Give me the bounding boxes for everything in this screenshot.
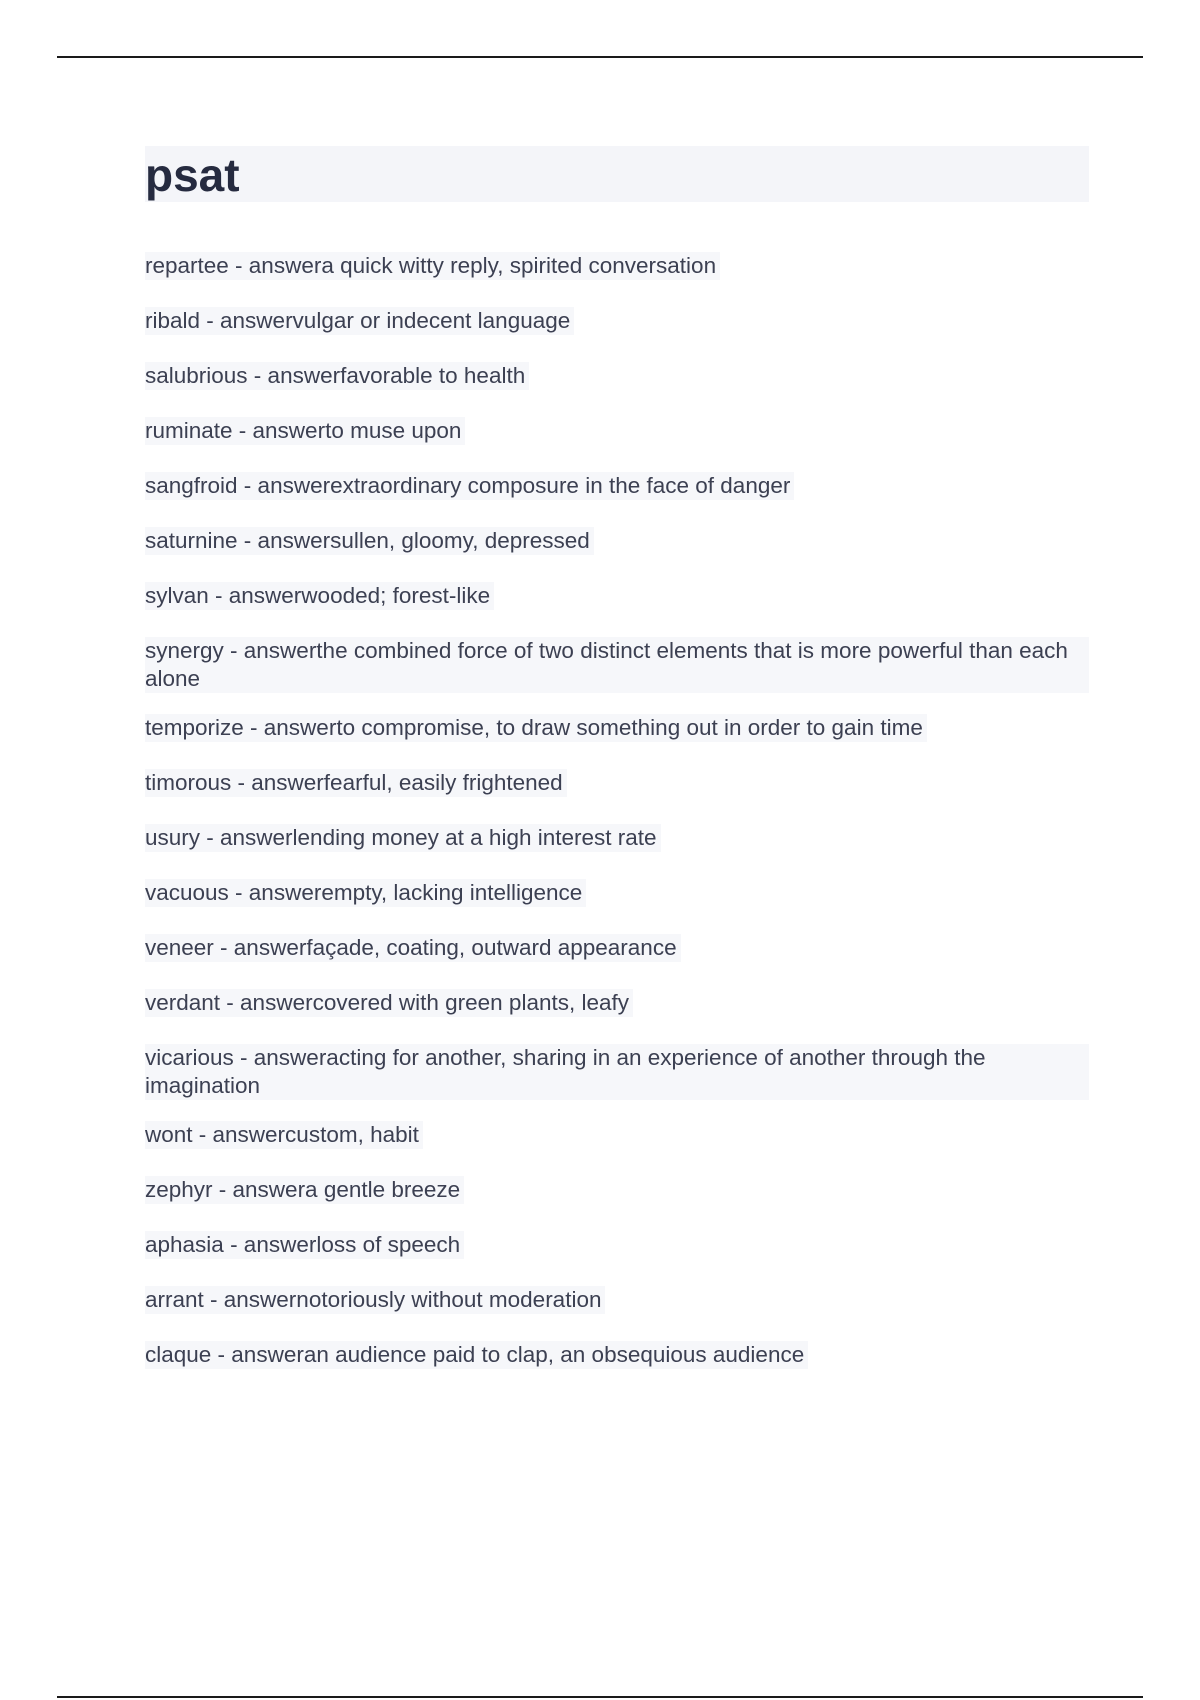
entry-list — [145, 252, 1089, 1369]
list-item: arrant - answernotoriously without moderation — [145, 1286, 605, 1314]
top-rule — [57, 56, 1143, 58]
list-item: temporize - answerto compromise, to draw something out in order to gain time — [145, 714, 927, 742]
list-item: sylvan - answerwooded; forest-like — [145, 582, 494, 610]
list-item: synergy - answerthe combined force of two distinct elements that is more powerful than each alone — [145, 637, 1089, 693]
list-item: usury - answerlending money at a high interest rate — [145, 824, 661, 852]
list-item: timorous - answerfearful, easily frightened — [145, 769, 567, 797]
page-title: psat — [145, 149, 240, 201]
list-item: salubrious - answerfavorable to health — [145, 362, 529, 390]
list-item: vicarious - answeracting for another, sharing in an experience of another through the imagination — [145, 1044, 1089, 1100]
list-item: ribald - answervulgar or indecent language — [145, 307, 574, 335]
list-item: vacuous - answerempty, lacking intelligence — [145, 879, 586, 907]
list-item: repartee - answera quick witty reply, spirited conversation — [145, 252, 720, 280]
list-item: veneer - answerfaçade, coating, outward appearance — [145, 934, 681, 962]
list-item: zephyr - answera gentle breeze — [145, 1176, 464, 1204]
list-item: verdant - answercovered with green plants, leafy — [145, 989, 633, 1017]
list-item: aphasia - answerloss of speech — [145, 1231, 464, 1259]
list-item: wont - answercustom, habit — [145, 1121, 423, 1149]
bottom-rule — [57, 1696, 1143, 1698]
list-item: sangfroid - answerextraordinary composure in the face of danger — [145, 472, 794, 500]
title-box — [145, 146, 1089, 202]
list-item: claque - answeran audience paid to clap, an obsequious audience — [145, 1341, 808, 1369]
list-item: ruminate - answerto muse upon — [145, 417, 465, 445]
page-content — [145, 146, 1089, 1396]
list-item: saturnine - answersullen, gloomy, depressed — [145, 527, 594, 555]
